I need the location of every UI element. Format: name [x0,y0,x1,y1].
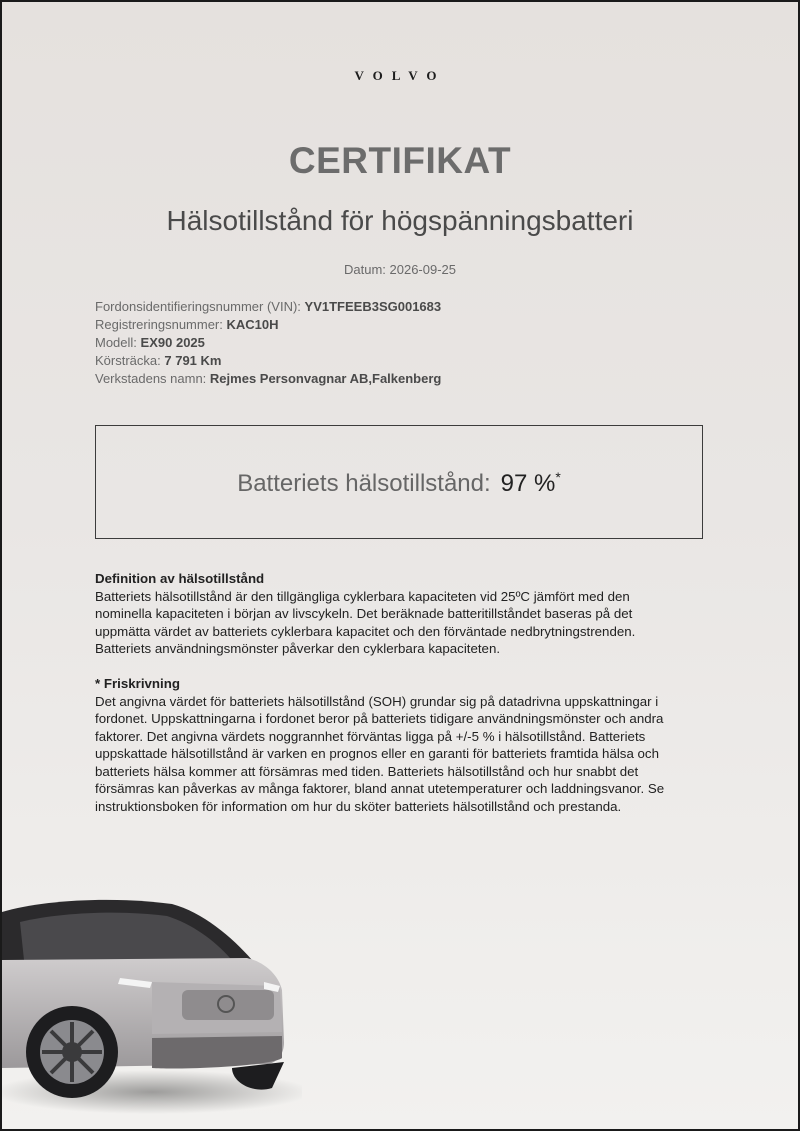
certificate-page [2,2,798,1129]
field-value: YV1TFEEB3SG001683 [304,299,442,314]
car-photo-icon [2,882,302,1127]
page-title: CERTIFIKAT [288,140,512,181]
disclaimer-section [95,675,720,815]
vehicle-info [95,298,441,388]
field-label: Modell: [95,335,137,350]
field-label: Verkstadens namn: [95,371,207,386]
volvo-logo: VOLVO [354,68,446,83]
field-value: EX90 2025 [140,335,205,350]
registration-row [95,316,441,334]
date-value: 2026-09-25 [389,262,457,277]
field-label: Körsträcka: [95,353,161,368]
date-label: Datum: [343,262,386,277]
battery-health-box [95,425,703,539]
field-value: Rejmes Personvagnar AB,Falkenberg [209,371,442,386]
field-label: Fordonsidentifieringsnummer (VIN): [95,299,301,314]
footnote-mark: * [555,469,561,485]
disclaimer-text: Det angivna värdet för batteriets hälsotillstånd (SOH) grundar sig på datadrivna uppskattningar i fordonet. Uppskattningarna i fordonet beror på batteriets tidigare användningsmönster och andra faktorer. Det angivna värdets noggrannhet förväntas ligga på +/-5 % i hälsotillstånd. Batteriets uppskattade hälsotillstånd är varken en prognos eller en garanti för batteriets framtida hälsa och batteriets hälsa kommer att försämras med tiden. Batteriets hälsotillstånd och hur snabbt det försämras kan påverkas av många faktorer, bland annat utetemperaturer och laddningsvanor. Se instruktionsboken för information om hur du sköter batteriets hälsotillstånd och prestanda. [95,693,665,814]
model-row [95,334,441,352]
page-subtitle: Hälsotillstånd för högspänningsbatteri [166,205,634,236]
field-label: Registreringsnummer: [95,317,223,332]
battery-health-value: 97 % [500,470,556,497]
mileage-row [95,352,441,370]
battery-health-line [96,469,702,498]
field-value: 7 791 Km [164,353,222,368]
definition-heading: Definition av hälsotillstånd [95,571,265,586]
battery-health-label: Batteriets hälsotillstånd: [237,470,491,497]
vin-row [95,298,441,316]
field-value: KAC10H [226,317,279,332]
definition-text: Batteriets hälsotillstånd är den tillgängliga cyklerbara kapaciteten vid 25ºC jämfört med den nominella kapaciteten i början av livscykeln. Det beräknade batteritillståndet baseras på det uppmätta värdet av batteriets cyklerbara kapacitet och den förväntade nedbrytningstrenden. Batteriets användningsmönster påverkar den cyklerbara kapaciteten. [95,588,636,656]
workshop-row [95,370,441,388]
certificate-date [2,262,798,277]
definition-section [95,570,720,658]
disclaimer-heading: * Friskrivning [95,676,180,691]
